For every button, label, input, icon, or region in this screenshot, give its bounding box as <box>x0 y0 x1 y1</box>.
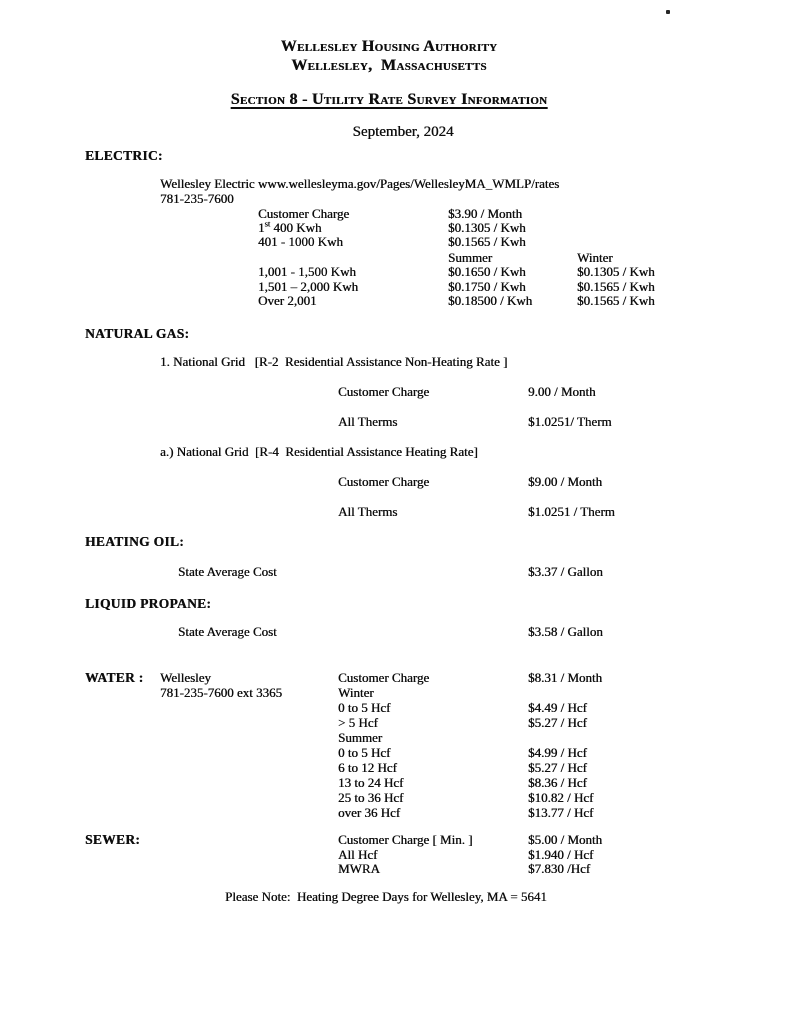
electric-winter-header: Winter <box>577 250 613 265</box>
electric-row-rate: $0.1565 / Kwh <box>448 234 526 249</box>
electric-row-item: 401 - 1000 Kwh <box>258 234 343 249</box>
heating-oil-heading: HEATING OIL: <box>85 534 184 549</box>
electric-row-rate-summer: $0.18500 / Kwh <box>448 293 533 308</box>
water-heading: WATER : <box>85 670 144 685</box>
water-phone: 781-235-7600 ext 3365 <box>160 685 283 700</box>
gas-row-item: Customer Charge <box>338 474 430 489</box>
sewer-row-item: MWRA <box>338 861 380 876</box>
gas-row-rate: $1.0251 / Therm <box>528 504 615 519</box>
electric-summer-header: Summer <box>448 250 493 265</box>
natural-gas-heading: NATURAL GAS: <box>85 326 190 341</box>
gas-row-rate: $1.0251/ Therm <box>528 414 612 429</box>
gas-row-item: All Therms <box>338 504 398 519</box>
water-row-rate: $4.49 / Hcf <box>528 700 587 715</box>
electric-row-rate-summer: $0.1750 / Kwh <box>448 279 526 294</box>
water-row-rate: $8.36 / Hcf <box>528 775 587 790</box>
gas-program-label: 1. National Grid [R-2 Residential Assistance Non-Heating Rate ] <box>160 354 508 369</box>
water-row-rate: $5.27 / Hcf <box>528 715 587 730</box>
scan-speck-artifact <box>666 10 670 14</box>
water-provider: Wellesley <box>160 670 211 685</box>
sewer-heading: SEWER: <box>85 832 141 847</box>
report-date: September, 2024 <box>352 124 454 140</box>
document-title: Section 8 - Utility Rate Survey Information <box>230 91 548 108</box>
water-season-label: Summer <box>338 730 383 745</box>
sewer-row-item: Customer Charge [ Min. ] <box>338 832 473 847</box>
water-row-item: 6 to 12 Hcf <box>338 760 397 775</box>
heating-oil-item: State Average Cost <box>178 564 277 579</box>
water-row-rate: $5.27 / Hcf <box>528 760 587 775</box>
electric-row-item: 1,001 - 1,500 Kwh <box>258 264 356 279</box>
gas-row-item: Customer Charge <box>338 384 430 399</box>
tier-unit: 400 Kwh <box>270 220 322 235</box>
water-row-item: 13 to 24 Hcf <box>338 775 404 790</box>
electric-row-item: Over 2,001 <box>258 293 317 308</box>
sewer-row-item: All Hcf <box>338 847 378 862</box>
water-row-rate: $13.77 / Hcf <box>528 805 594 820</box>
gas-row-rate: 9.00 / Month <box>528 384 596 399</box>
electric-row-rate-winter: $0.1565 / Kwh <box>577 279 655 294</box>
water-row-item: 25 to 36 Hcf <box>338 790 404 805</box>
water-row-rate: $4.99 / Hcf <box>528 745 587 760</box>
electric-provider: Wellesley Electric www.wellesleyma.gov/Pages/WellesleyMA_WMLP/rates <box>160 176 560 191</box>
liquid-propane-item: State Average Cost <box>178 624 277 639</box>
gas-row-rate: $9.00 / Month <box>528 474 603 489</box>
org-name: Wellesley Housing Authority <box>280 38 498 55</box>
org-location: Wellesley, Massachusetts <box>291 57 487 74</box>
electric-row-item: Customer Charge <box>258 206 350 221</box>
water-row-item: over 36 Hcf <box>338 805 401 820</box>
footer-note: Please Note: Heating Degree Days for Wellesley, MA = 5641 <box>225 889 547 904</box>
water-row-item: > 5 Hcf <box>338 715 378 730</box>
tier-number: 1 <box>258 220 265 235</box>
water-season-label: Winter <box>338 685 374 700</box>
electric-row-item: 1,501 – 2,000 Kwh <box>258 279 359 294</box>
liquid-propane-heading: LIQUID PROPANE: <box>85 596 212 611</box>
gas-row-item: All Therms <box>338 414 398 429</box>
electric-row-rate: $3.90 / Month <box>448 206 523 221</box>
water-row-item: Customer Charge <box>338 670 430 685</box>
electric-row-item <box>258 218 322 235</box>
sewer-row-rate: $1.940 / Hcf <box>528 847 594 862</box>
water-row-rate: $10.82 / Hcf <box>528 790 594 805</box>
electric-row-rate-winter: $0.1565 / Kwh <box>577 293 655 308</box>
ordinal-suffix: st <box>264 218 271 229</box>
electric-heading: ELECTRIC: <box>85 148 163 163</box>
electric-phone: 781-235-7600 <box>160 191 234 206</box>
heating-oil-rate: $3.37 / Gallon <box>528 564 603 579</box>
water-row-item: 0 to 5 Hcf <box>338 745 391 760</box>
gas-program-label: a.) National Grid [R-4 Residential Assistance Heating Rate] <box>160 444 478 459</box>
sewer-row-rate: $7.830 /Hcf <box>528 861 591 876</box>
electric-row-rate: $0.1305 / Kwh <box>448 220 526 235</box>
water-row-item: 0 to 5 Hcf <box>338 700 391 715</box>
electric-row-rate-summer: $0.1650 / Kwh <box>448 264 526 279</box>
electric-row-rate-winter: $0.1305 / Kwh <box>577 264 655 279</box>
liquid-propane-rate: $3.58 / Gallon <box>528 624 603 639</box>
water-row-rate: $8.31 / Month <box>528 670 603 685</box>
sewer-row-rate: $5.00 / Month <box>528 832 603 847</box>
